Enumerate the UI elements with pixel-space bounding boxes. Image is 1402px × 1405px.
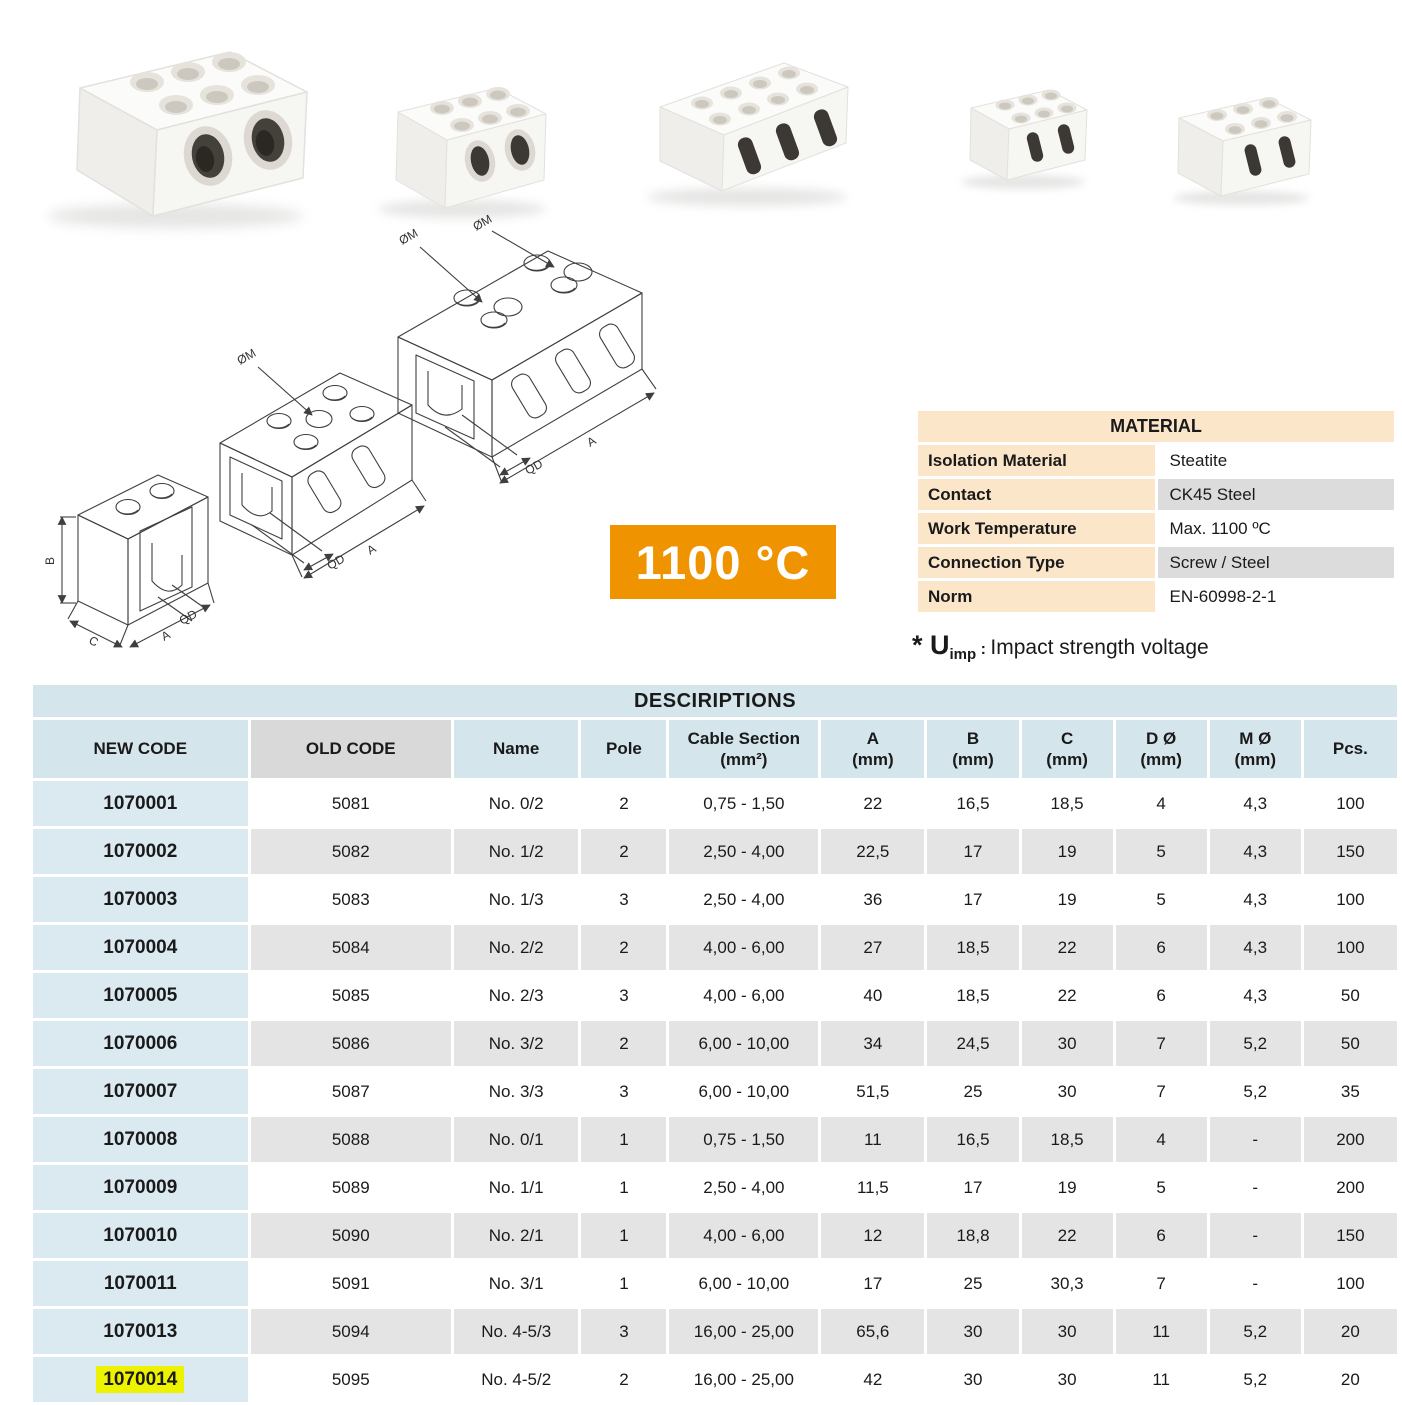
table-cell: 6,00 - 10,00	[669, 1261, 818, 1306]
column-header: Name	[454, 720, 578, 778]
table-row	[33, 1117, 1397, 1162]
table-cell: 4,3	[1210, 973, 1301, 1018]
column-header: Pcs.	[1304, 720, 1397, 778]
table-cell: 200	[1304, 1117, 1397, 1162]
table-cell: No. 2/2	[454, 925, 578, 970]
product-photo-2pole-large	[25, 30, 320, 230]
material-row	[918, 513, 1394, 544]
table-cell: No. 1/3	[454, 877, 578, 922]
material-row	[918, 581, 1394, 612]
table-cell: 150	[1304, 829, 1397, 874]
table-cell: 4,3	[1210, 829, 1301, 874]
material-label: Contact	[918, 479, 1155, 510]
table-cell: 65,6	[821, 1309, 924, 1354]
cell-new-code	[33, 1357, 248, 1402]
dim-label-a: A	[584, 433, 599, 450]
dim-label-a: A	[364, 541, 379, 558]
table-cell: No. 1/2	[454, 829, 578, 874]
table-cell: 17	[821, 1261, 924, 1306]
table-cell: 17	[927, 829, 1018, 874]
table-cell: 30	[1022, 1021, 1113, 1066]
cell-new-code: 1070004	[33, 925, 248, 970]
table-cell: No. 3/1	[454, 1261, 578, 1306]
material-label: Work Temperature	[918, 513, 1155, 544]
table-cell: 7	[1116, 1069, 1207, 1114]
table-cell: 6,00 - 10,00	[669, 1021, 818, 1066]
table-cell: 3	[581, 973, 666, 1018]
table-cell: 5091	[251, 1261, 451, 1306]
table-cell: 1	[581, 1213, 666, 1258]
table-cell: 5087	[251, 1069, 451, 1114]
table-cell: 5	[1116, 877, 1207, 922]
table-cell: 30	[1022, 1069, 1113, 1114]
table-row	[33, 829, 1397, 874]
table-cell: No. 1/1	[454, 1165, 578, 1210]
table-row	[33, 1213, 1397, 1258]
dim-label-b: B	[43, 556, 57, 565]
table-cell: 18,5	[927, 973, 1018, 1018]
table-cell: 0,75 - 1,50	[669, 781, 818, 826]
table-cell: 22	[821, 781, 924, 826]
table-cell: 5,2	[1210, 1357, 1301, 1402]
table-cell: 5	[1116, 1165, 1207, 1210]
drawing-2pole	[220, 367, 426, 578]
table-cell: 5089	[251, 1165, 451, 1210]
table-cell: 6,00 - 10,00	[669, 1069, 818, 1114]
table-row	[33, 877, 1397, 922]
table-cell: 18,5	[1022, 781, 1113, 826]
uimp-symbol: * U	[912, 630, 950, 660]
material-label: Connection Type	[918, 547, 1155, 578]
material-value: Max. 1100 ºC	[1158, 513, 1395, 544]
table-cell: 30	[1022, 1357, 1113, 1402]
table-cell: 22,5	[821, 829, 924, 874]
cell-new-code: 1070007	[33, 1069, 248, 1114]
uimp-note	[912, 630, 1209, 663]
column-header: M Ø (mm)	[1210, 720, 1301, 778]
table-cell: 50	[1304, 1021, 1397, 1066]
table-cell: 3	[581, 1069, 666, 1114]
drawing-3pole	[398, 231, 656, 483]
table-cell: 22	[1022, 1213, 1113, 1258]
table-cell: 4	[1116, 781, 1207, 826]
material-value: CK45 Steel	[1158, 479, 1395, 510]
temperature-badge: 1100 °C	[610, 525, 836, 599]
table-cell: 30	[927, 1357, 1018, 1402]
cell-new-code: 1070003	[33, 877, 248, 922]
table-cell: 200	[1304, 1165, 1397, 1210]
descriptions-header-row	[33, 720, 1397, 778]
table-cell: 12	[821, 1213, 924, 1258]
uimp-text: Impact strength voltage	[990, 636, 1209, 659]
table-cell: 1	[581, 1165, 666, 1210]
table-cell: 18,5	[927, 925, 1018, 970]
table-cell: 2,50 - 4,00	[669, 829, 818, 874]
table-cell: 19	[1022, 1165, 1113, 1210]
descriptions-table	[30, 682, 1400, 1405]
column-header: Cable Section (mm²)	[669, 720, 818, 778]
dim-label-qd: QD	[176, 606, 200, 628]
table-cell: 16,5	[927, 1117, 1018, 1162]
table-cell: 18,5	[1022, 1117, 1113, 1162]
table-row	[33, 1357, 1397, 1402]
table-cell: 17	[927, 877, 1018, 922]
table-cell: 27	[821, 925, 924, 970]
product-photo-3pole	[632, 45, 857, 210]
material-row	[918, 479, 1394, 510]
column-header: Pole	[581, 720, 666, 778]
table-cell: 34	[821, 1021, 924, 1066]
table-cell: 4,3	[1210, 877, 1301, 922]
table-cell: 5086	[251, 1021, 451, 1066]
column-header: C (mm)	[1022, 720, 1113, 778]
table-cell: 42	[821, 1357, 924, 1402]
table-row	[33, 1165, 1397, 1210]
table-cell: 40	[821, 973, 924, 1018]
table-cell: No. 2/3	[454, 973, 578, 1018]
table-cell: 3	[581, 877, 666, 922]
table-cell: No. 3/3	[454, 1069, 578, 1114]
table-cell: 4,3	[1210, 781, 1301, 826]
dim-label-qd: QD	[522, 456, 546, 478]
descriptions-table-body	[33, 781, 1397, 1402]
table-cell: 5094	[251, 1309, 451, 1354]
table-cell: 5084	[251, 925, 451, 970]
table-cell: 5081	[251, 781, 451, 826]
table-cell: 2	[581, 781, 666, 826]
table-cell: 11	[1116, 1309, 1207, 1354]
cell-new-code: 1070001	[33, 781, 248, 826]
material-value: EN-60998-2-1	[1158, 581, 1395, 612]
table-cell: 5083	[251, 877, 451, 922]
table-row	[33, 1309, 1397, 1354]
table-cell: 25	[927, 1261, 1018, 1306]
table-cell: 30	[927, 1309, 1018, 1354]
table-cell: 5,2	[1210, 1021, 1301, 1066]
material-value: Screw / Steel	[1158, 547, 1395, 578]
table-cell: No. 4-5/2	[454, 1357, 578, 1402]
table-cell: 5095	[251, 1357, 451, 1402]
table-row	[33, 1069, 1397, 1114]
dim-label-m: ØM	[470, 211, 495, 234]
table-cell: 4,00 - 6,00	[669, 925, 818, 970]
product-photo-2pole-small-2	[1155, 78, 1325, 208]
cell-new-code: 1070008	[33, 1117, 248, 1162]
table-cell: 6	[1116, 973, 1207, 1018]
table-cell: 30,3	[1022, 1261, 1113, 1306]
column-header: A (mm)	[821, 720, 924, 778]
dim-label-qd: QD	[324, 551, 348, 573]
column-header: OLD CODE	[251, 720, 451, 778]
table-cell: 150	[1304, 1213, 1397, 1258]
table-cell: 0,75 - 1,50	[669, 1117, 818, 1162]
table-cell: 100	[1304, 1261, 1397, 1306]
table-cell: 20	[1304, 1309, 1397, 1354]
table-cell: 2,50 - 4,00	[669, 1165, 818, 1210]
table-cell: 4,00 - 6,00	[669, 973, 818, 1018]
table-cell: 2,50 - 4,00	[669, 877, 818, 922]
table-cell: 11	[1116, 1357, 1207, 1402]
table-cell: 5090	[251, 1213, 451, 1258]
table-cell: No. 3/2	[454, 1021, 578, 1066]
table-cell: 1	[581, 1117, 666, 1162]
table-cell: 7	[1116, 1261, 1207, 1306]
table-cell: 36	[821, 877, 924, 922]
column-header: B (mm)	[927, 720, 1018, 778]
cell-new-code: 1070011	[33, 1261, 248, 1306]
dim-label-c: C	[86, 633, 101, 650]
table-cell: 2	[581, 829, 666, 874]
table-cell: 16,00 - 25,00	[669, 1357, 818, 1402]
material-title: MATERIAL	[918, 411, 1394, 442]
table-cell: 100	[1304, 877, 1397, 922]
table-cell: 24,5	[927, 1021, 1018, 1066]
table-cell: 5	[1116, 829, 1207, 874]
table-cell: -	[1210, 1261, 1301, 1306]
product-photo-2pole-medium	[362, 68, 557, 220]
table-row	[33, 925, 1397, 970]
material-label: Norm	[918, 581, 1155, 612]
table-cell: 30	[1022, 1309, 1113, 1354]
material-label: Isolation Material	[918, 445, 1155, 476]
table-cell: -	[1210, 1165, 1301, 1210]
table-row	[33, 781, 1397, 826]
table-cell: 6	[1116, 1213, 1207, 1258]
table-cell: No. 0/1	[454, 1117, 578, 1162]
material-value: Steatite	[1158, 445, 1395, 476]
dim-label-m: ØM	[396, 225, 421, 248]
descriptions-title-row	[33, 685, 1397, 717]
cell-new-code: 1070002	[33, 829, 248, 874]
technical-drawings	[30, 211, 660, 673]
material-row	[918, 445, 1394, 476]
dim-label-a: A	[158, 627, 173, 644]
material-table	[915, 408, 1397, 615]
cell-new-code: 1070010	[33, 1213, 248, 1258]
table-cell: 2	[581, 1357, 666, 1402]
cell-new-code: 1070006	[33, 1021, 248, 1066]
table-cell: 18,8	[927, 1213, 1018, 1258]
column-header: D Ø (mm)	[1116, 720, 1207, 778]
table-cell: 3	[581, 1309, 666, 1354]
cell-new-code: 1070009	[33, 1165, 248, 1210]
drawing-dimension-labels	[43, 212, 598, 650]
table-row	[33, 973, 1397, 1018]
table-cell: 35	[1304, 1069, 1397, 1114]
table-cell: 4,3	[1210, 925, 1301, 970]
table-cell: 19	[1022, 877, 1113, 922]
table-cell: 4,00 - 6,00	[669, 1213, 818, 1258]
uimp-subscript: imp	[949, 646, 977, 663]
table-cell: 5085	[251, 973, 451, 1018]
dim-label-m: ØM	[234, 345, 259, 368]
table-cell: No. 0/2	[454, 781, 578, 826]
product-photo-2pole-small	[945, 72, 1097, 192]
table-cell: 5088	[251, 1117, 451, 1162]
table-cell: 6	[1116, 925, 1207, 970]
table-cell: 11,5	[821, 1165, 924, 1210]
table-cell: 19	[1022, 829, 1113, 874]
table-cell: 100	[1304, 925, 1397, 970]
table-cell: 22	[1022, 925, 1113, 970]
table-cell: 100	[1304, 781, 1397, 826]
table-cell: 1	[581, 1261, 666, 1306]
table-cell: 11	[821, 1117, 924, 1162]
table-cell: 20	[1304, 1357, 1397, 1402]
table-cell: 50	[1304, 973, 1397, 1018]
table-cell: 5,2	[1210, 1069, 1301, 1114]
table-cell: 17	[927, 1165, 1018, 1210]
table-cell: 22	[1022, 973, 1113, 1018]
highlighted-code: 1070014	[96, 1366, 184, 1393]
table-cell: 2	[581, 1021, 666, 1066]
table-cell: 4	[1116, 1117, 1207, 1162]
table-cell: -	[1210, 1213, 1301, 1258]
table-cell: 2	[581, 925, 666, 970]
table-cell: No. 4-5/3	[454, 1309, 578, 1354]
cell-new-code: 1070005	[33, 973, 248, 1018]
material-row	[918, 547, 1394, 578]
cell-new-code: 1070013	[33, 1309, 248, 1354]
table-cell: -	[1210, 1117, 1301, 1162]
table-cell: 16,5	[927, 781, 1018, 826]
material-title-row	[918, 411, 1394, 442]
table-cell: 16,00 - 25,00	[669, 1309, 818, 1354]
column-header: NEW CODE	[33, 720, 248, 778]
descriptions-title: DESCIRIPTIONS	[33, 685, 1397, 717]
table-cell: 7	[1116, 1021, 1207, 1066]
table-cell: No. 2/1	[454, 1213, 578, 1258]
table-row	[33, 1021, 1397, 1066]
table-cell: 5,2	[1210, 1309, 1301, 1354]
table-cell: 25	[927, 1069, 1018, 1114]
table-cell: 5082	[251, 829, 451, 874]
uimp-colon: :	[980, 641, 986, 658]
table-cell: 51,5	[821, 1069, 924, 1114]
table-row	[33, 1261, 1397, 1306]
